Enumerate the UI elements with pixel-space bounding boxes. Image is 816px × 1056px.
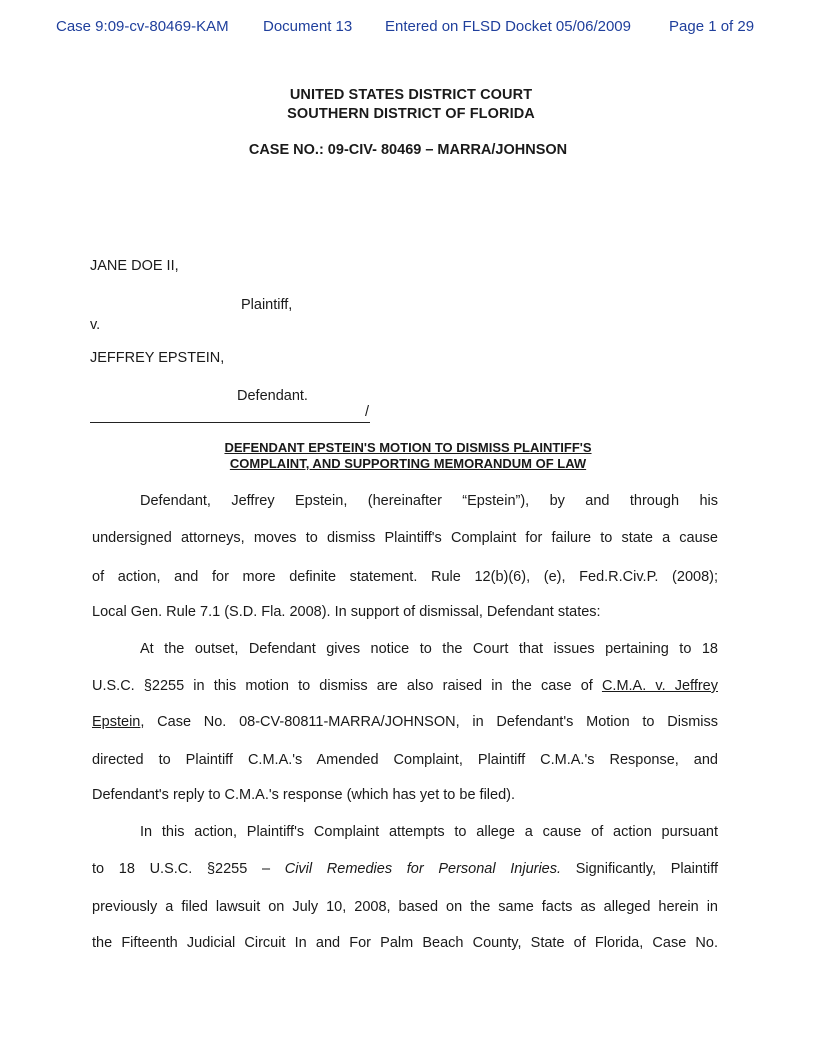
body-text: Significantly, Plaintiff <box>561 861 719 877</box>
caption-rule <box>90 404 370 423</box>
court-heading <box>0 86 816 124</box>
body-text: U.S.C. §2255 in this motion to dismiss are also raised in the case of <box>92 678 602 694</box>
body-line: Local Gen. Rule 7.1 (S.D. Fla. 2008). In support of dismissal, Defendant states: <box>92 604 601 620</box>
body-line: In this action, Plaintiff's Complaint attempts to allege a cause of action pursuant <box>140 824 718 840</box>
body-line: the Fifteenth Judicial Circuit In and For Palm Beach County, State of Florida, Case No. <box>92 935 718 951</box>
body-line: of action, and for more definite statement. Rule 12(b)(6), (e), Fed.R.Civ.P. (2008); <box>92 569 718 585</box>
statute-title: Civil Remedies for Personal Injuries. <box>284 861 562 877</box>
body-line: undersigned attorneys, moves to dismiss Plaintiff's Complaint for failure to state a cause <box>92 530 718 546</box>
body-text: , Case No. 08-CV-80811-MARRA/JOHNSON, in Defendant's Motion to Dismiss <box>140 714 718 730</box>
court-name: UNITED STATES DISTRICT COURT <box>289 87 533 103</box>
body-line <box>92 678 718 694</box>
header-entered: Entered on FLSD Docket 05/06/2009 <box>385 18 631 35</box>
body-line <box>92 714 718 730</box>
body-line <box>92 861 718 877</box>
motion-title-line2: COMPLAINT, AND SUPPORTING MEMORANDUM OF LAW <box>229 456 587 471</box>
body-line: previously a filed lawsuit on July 10, 2008, based on the same facts as alleged herein in <box>92 899 718 915</box>
docket-header <box>0 18 816 38</box>
body-line: At the outset, Defendant gives notice to the Court that issues pertaining to 18 <box>140 641 718 657</box>
header-case-number: Case 9:09-cv-80469-KAM <box>56 18 229 35</box>
defendant-name: JEFFREY EPSTEIN, <box>90 350 225 366</box>
plaintiff-role: Plaintiff, <box>241 297 293 313</box>
case-citation: C.M.A. v. Jeffrey <box>601 678 718 694</box>
motion-title-line1: DEFENDANT EPSTEIN'S MOTION TO DISMISS PLAINTIFF'S <box>224 440 592 455</box>
header-document: Document 13 <box>263 18 353 35</box>
plaintiff-name: JANE DOE II, <box>90 258 179 274</box>
header-page: Page 1 of 29 <box>669 18 755 35</box>
case-number: CASE NO.: 09-CIV- 80469 – MARRA/JOHNSON <box>248 142 568 158</box>
caption-slash: / <box>365 404 370 420</box>
body-line: directed to Plaintiff C.M.A.'s Amended Complaint, Plaintiff C.M.A.'s Response, and <box>92 752 718 768</box>
body-text: to 18 U.S.C. §2255 – <box>92 861 285 877</box>
versus: v. <box>90 317 101 333</box>
body-line: Defendant, Jeffrey Epstein, (hereinafter “Epstein”), by and through his <box>140 493 718 509</box>
case-citation: Epstein <box>92 714 141 730</box>
court-district: SOUTHERN DISTRICT OF FLORIDA <box>287 106 535 122</box>
motion-title <box>0 440 816 472</box>
body-line: Defendant's reply to C.M.A.'s response (which has yet to be filed). <box>92 787 516 803</box>
defendant-role: Defendant. <box>237 388 308 404</box>
